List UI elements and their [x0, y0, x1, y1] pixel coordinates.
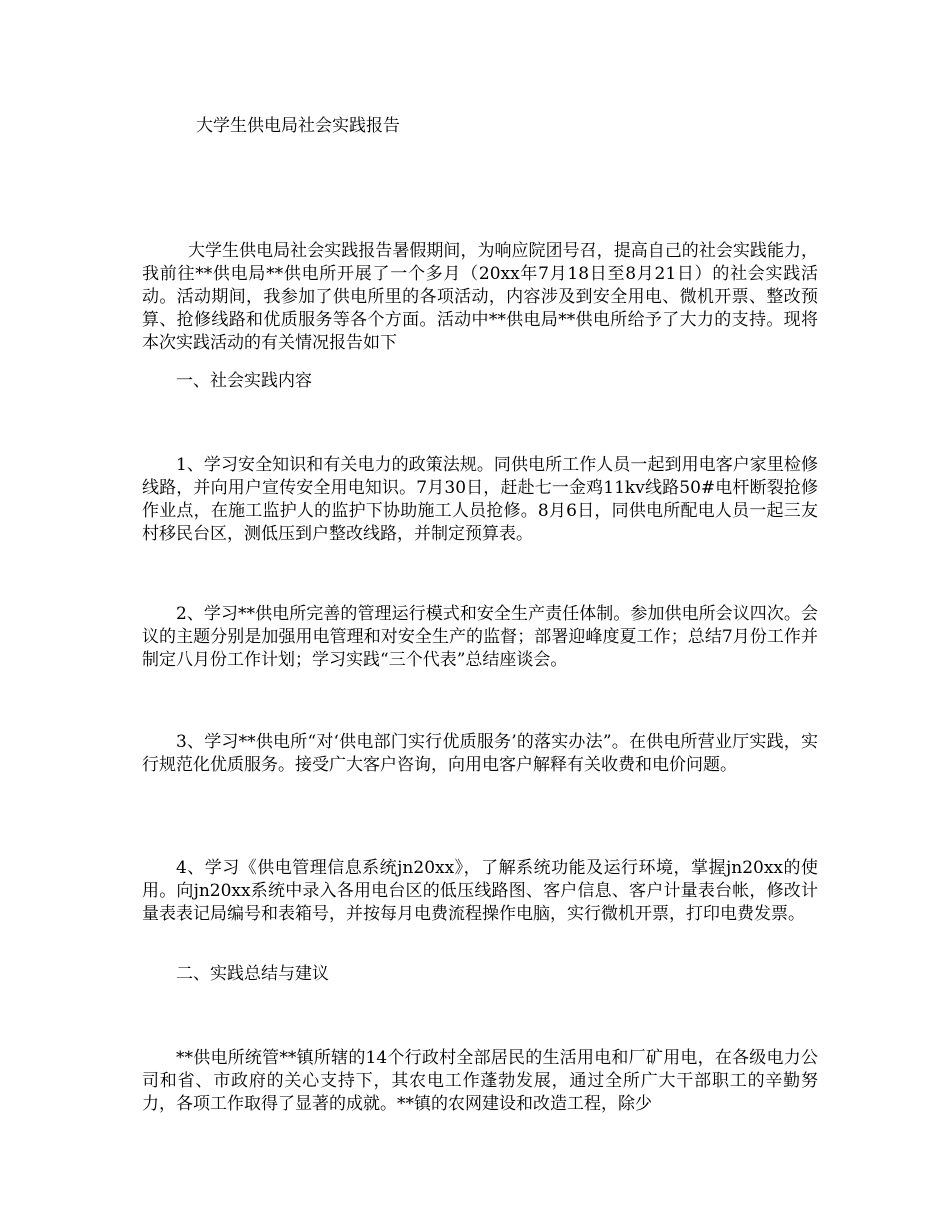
paragraph-item-4: 4、学习《供电管理信息系统jn20xx》，了解系统功能及运行环境，掌握jn20xx的使用。向jn20xx系统中录入各用电台区的低压线路图、客户信息、客户计量表台帐，修改计量表表记局编号和表箱号，并按每月电费流程操作电脑，实行微机开票，打印电费发票。 [142, 858, 818, 924]
paragraph-item-2: 2、学习**供电所完善的管理运行模式和安全生产责任体制。参加供电所会议四次。会议的主题分别是加强用电管理和对安全生产的监督；部署迎峰度夏工作；总结7月份工作并制定八月份工作计划；学习实践“三个代表”总结座谈会。 [142, 604, 818, 670]
paragraph-item-1: 1、学习安全知识和有关电力的政策法规。同供电所工作人员一起到用电客户家里检修线路，并向用户宣传安全用电知识。7月30日，赶赴七一金鸡11kv线路50#电杆断裂抢修作业点，在施工监护人的监护下协助施工人员抢修。8月6日，同供电所配电人员一起三友村移民台区，测低压到户整改线路，并制定预算表。 [142, 455, 818, 544]
paragraph-item-3: 3、学习**供电所“对‘供电部门实行优质服务’的落实办法”。在供电所营业厅实践，实行规范化优质服务。接受广大客户咨询，向用电客户解释有关收费和电价问题。 [142, 732, 818, 775]
paragraph-summary: **供电所统管**镇所辖的14个行政村全部居民的生活用电和厂矿用电，在各级电力公司和省、市政府的关心支持下，其农电工作蓬勃发展，通过全所广大干部职工的辛勤努力，各项工作取得了显著的成就。**镇的农网建设和改造工程，除少 [142, 1048, 818, 1114]
intro-paragraph: 大学生供电局社会实践报告暑假期间，为响应院团号召，提高自己的社会实践能力，我前往**供电局**供电所开展了一个多月（20xx年7月18日至8月21日）的社会实践活动。活动期间，我参加了供电所里的各项活动，内容涉及到安全用电、微机开票、整改预算、抢修线路和优质服务等各个方面。活动中**供电局**供电所给予了大力的支持。现将本次实践活动的有关情况报告如下 [142, 241, 818, 353]
section-heading-practice-content: 一、社会实践内容 [176, 371, 312, 391]
document-title: 大学生供电局社会实践报告 [196, 116, 400, 136]
section-heading-summary: 二、实践总结与建议 [176, 964, 329, 984]
